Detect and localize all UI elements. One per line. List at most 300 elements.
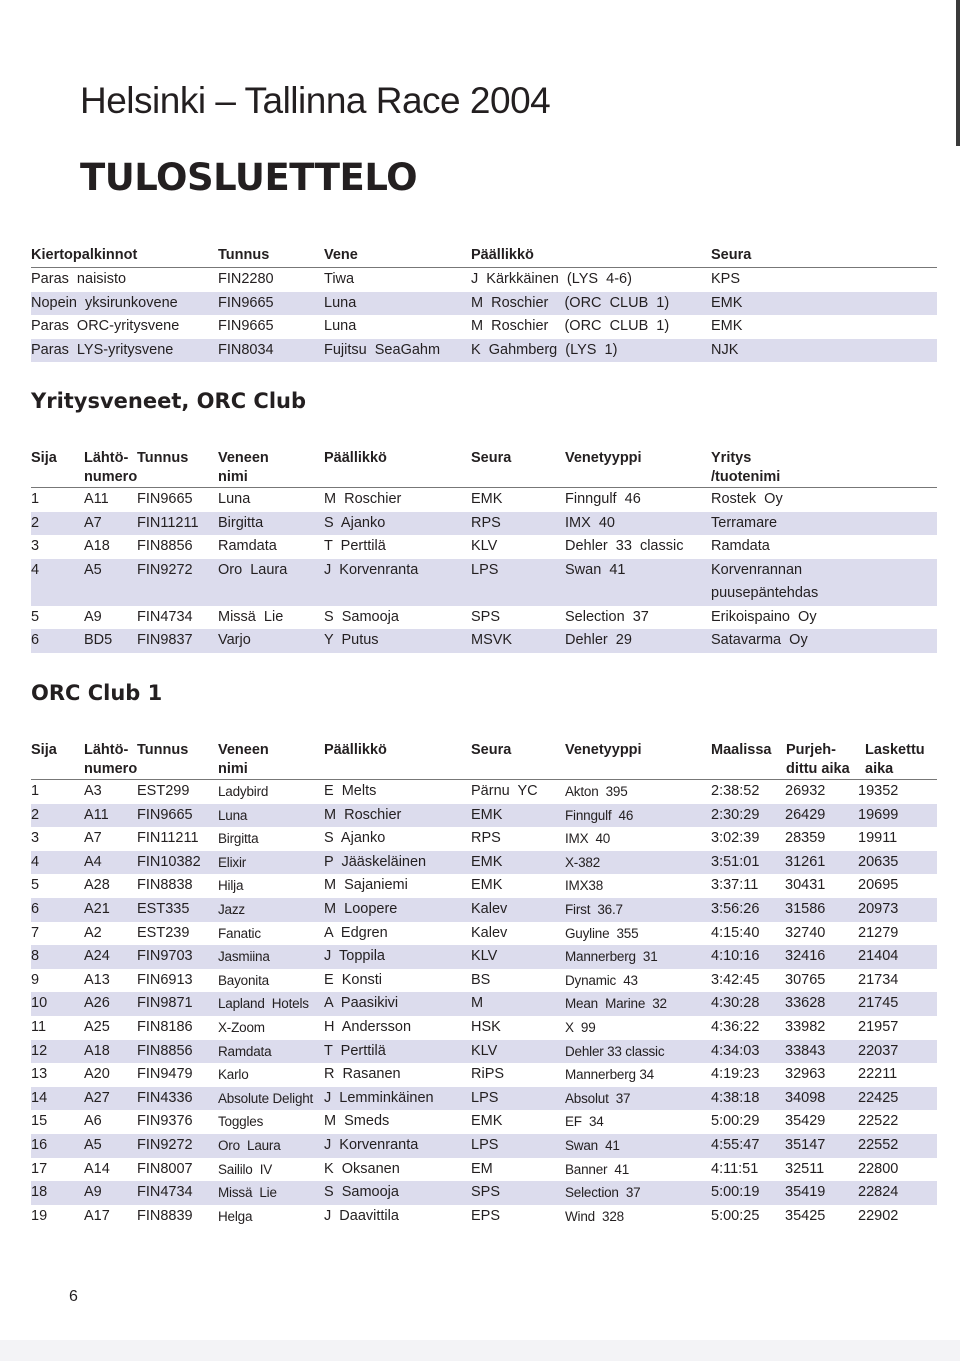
cell-seura: RPS	[471, 514, 501, 531]
table-row	[31, 606, 937, 630]
cell-sija: 6	[31, 900, 40, 917]
cell-lahto: A6	[84, 1113, 102, 1130]
cell-venetyyppi: Dehler 29	[565, 632, 632, 649]
cell-veneen-nimi: Oro Laura	[218, 561, 288, 578]
cell-maalissa: 3:37:11	[711, 877, 759, 894]
header-sija: Sija	[31, 742, 57, 758]
header-veneen: Veneen	[218, 450, 269, 466]
cell-maalissa: 3:51:01	[711, 853, 760, 870]
cell-veneen-nimi: Jasmiina	[218, 949, 270, 965]
table-row	[31, 874, 937, 898]
table-row	[31, 559, 937, 606]
cell-tunnus: FIN9703	[137, 948, 193, 965]
cell-maalissa: 3:42:45	[711, 971, 760, 988]
header-nimi: nimi	[218, 469, 248, 485]
orc-club-1-results-table	[31, 739, 937, 1228]
cell-paallikko: J Korvenranta	[324, 1136, 419, 1153]
cell-maalissa: 5:00:19	[711, 1184, 760, 1201]
cell-laskettu-aika: 21404	[858, 948, 899, 965]
cell-tunnus: FIN8186	[137, 1018, 193, 1035]
cell-sija: 13	[31, 1066, 48, 1083]
cell-tunnus: FIN8856	[137, 538, 193, 555]
cell-purjehdittu-aika: 35425	[785, 1207, 826, 1224]
awards-table	[31, 244, 937, 362]
header-seura: Seura	[471, 450, 512, 466]
cell-paallikko: P Jääskeläinen	[324, 853, 427, 870]
orc1-body	[31, 780, 937, 1228]
header-maalissa: Maalissa	[711, 742, 772, 758]
cell-seura: EMK	[471, 853, 503, 870]
cell-venetyyppi: Akton 395	[565, 784, 628, 799]
cell-vene: Fujitsu SeaGahm	[324, 341, 441, 358]
page-edge-mark	[956, 0, 960, 146]
cell-purjehdittu-aika: 31261	[785, 853, 826, 870]
table-row	[31, 851, 937, 875]
cell-venetyyppi: First 36.7	[565, 901, 623, 917]
cell-tunnus: FIN2280	[218, 271, 274, 287]
cell-laskettu-aika: 19352	[858, 783, 899, 799]
cell-veneen-nimi: Fanatic	[218, 925, 261, 941]
header-purjeh: Purjeh-	[786, 742, 836, 758]
cell-seura: MSVK	[471, 632, 513, 649]
cell-sija: 6	[31, 632, 40, 649]
company-body	[31, 488, 937, 653]
header-kiertopalkinnot: Kiertopalkinnot	[31, 247, 138, 263]
cell-award: Paras ORC-yritysvene	[31, 318, 180, 335]
cell-seura: EMK	[471, 877, 503, 894]
cell-seura: Kalev	[471, 900, 508, 917]
cell-sija: 11	[31, 1018, 47, 1035]
cell-lahto: A27	[84, 1089, 110, 1106]
cell-purjehdittu-aika: 33628	[785, 995, 826, 1012]
cell-lahto: A21	[84, 900, 110, 917]
cell-venetyyppi: Dynamic 43	[565, 972, 638, 988]
cell-maalissa: 5:00:29	[711, 1113, 760, 1130]
cell-yritys: Terramare	[711, 514, 778, 531]
table-row	[31, 804, 937, 828]
cell-veneen-nimi: Jazz	[218, 901, 245, 917]
cell-tunnus: FIN10382	[137, 853, 201, 870]
cell-veneen-nimi: Elixir	[218, 854, 247, 870]
table-row	[31, 1110, 937, 1134]
cell-lahto: A20	[84, 1066, 110, 1083]
cell-sija: 2	[31, 806, 40, 823]
cell-lahto: A9	[84, 1184, 102, 1201]
cell-venetyyppi: Absolut 37	[565, 1090, 631, 1106]
cell-purjehdittu-aika: 34098	[785, 1089, 826, 1106]
cell-laskettu-aika: 19699	[858, 806, 899, 823]
cell-maalissa: 4:38:18	[711, 1089, 760, 1106]
cell-sija: 4	[31, 853, 40, 870]
cell-lahto: A11	[84, 491, 109, 507]
cell-seura: EM	[471, 1160, 493, 1177]
cell-sija: 12	[31, 1042, 48, 1059]
cell-tunnus: FIN9665	[137, 491, 193, 507]
cell-seura: RPS	[471, 830, 501, 847]
cell-veneen-nimi: Karlo	[218, 1067, 249, 1083]
cell-seura: EMK	[471, 491, 503, 507]
cell-purjehdittu-aika: 26932	[785, 783, 826, 799]
header-paallikko: Päällikkö	[324, 450, 387, 466]
awards-body	[31, 268, 937, 362]
cell-maalissa: 4:10:16	[711, 948, 760, 965]
cell-venetyyppi: Guyline 355	[565, 925, 639, 941]
cell-paallikko: J Toppila	[324, 948, 385, 965]
cell-paallikko: M Roschier	[324, 806, 402, 823]
cell-laskettu-aika: 20973	[858, 900, 899, 917]
cell-laskettu-aika: 20635	[858, 853, 899, 870]
cell-sija: 14	[31, 1089, 48, 1106]
cell-sija: 8	[31, 948, 40, 965]
cell-venetyyppi: Finngulf 46	[565, 807, 634, 823]
cell-tunnus: FIN9665	[137, 806, 193, 823]
cell-yritys: Satavarma Oy	[711, 632, 808, 649]
cell-lahto: A18	[84, 1042, 110, 1059]
cell-paallikko: J Daavittila	[324, 1207, 399, 1224]
race-title: Helsinki – Tallinna Race 2004	[80, 80, 551, 121]
cell-sija: 18	[31, 1184, 48, 1201]
cell-venetyyppi: Selection 37	[565, 1185, 641, 1201]
header-nimi: nimi	[218, 761, 248, 777]
cell-seura: BS	[471, 971, 491, 988]
cell-tunnus: FIN8007	[137, 1160, 193, 1177]
header-seura: Seura	[471, 742, 512, 758]
cell-veneen-nimi: Ramdata	[218, 1043, 272, 1059]
cell-yritys: Ramdata	[711, 538, 770, 555]
cell-veneen-nimi: Birgitta	[218, 514, 264, 531]
page-bottom-band	[0, 1340, 960, 1361]
cell-maalissa: 4:15:40	[711, 924, 760, 941]
cell-maalissa: 5:00:25	[711, 1207, 760, 1224]
cell-paallikko: M Sajaniemi	[324, 877, 408, 894]
table-row	[31, 535, 937, 559]
cell-lahto: A11	[84, 806, 109, 823]
cell-tunnus: FIN4734	[137, 1184, 193, 1201]
cell-laskettu-aika: 22425	[858, 1089, 899, 1106]
cell-lahto: A26	[84, 995, 110, 1012]
cell-maalissa: 3:56:26	[711, 900, 760, 917]
cell-veneen-nimi: Toggles	[218, 1114, 264, 1130]
header-paallikko: Päällikkö	[471, 247, 534, 263]
cell-seura: SPS	[471, 608, 501, 625]
table-row	[31, 898, 937, 922]
page-number: 6	[69, 1288, 78, 1305]
cell-venetyyppi: IMX 40	[565, 831, 611, 847]
cell-seura: KLV	[471, 948, 498, 965]
cell-maalissa: 3:02:39	[711, 830, 760, 847]
cell-laskettu-aika: 21734	[858, 971, 899, 988]
cell-sija: 3	[31, 830, 40, 847]
cell-veneen-nimi: Helga	[218, 1208, 253, 1224]
cell-laskettu-aika: 22552	[858, 1136, 899, 1153]
table-row	[31, 1181, 937, 1205]
cell-sija: 9	[31, 971, 40, 988]
cell-venetyyppi: Mannerberg 31	[565, 949, 658, 965]
header-numero: numero	[84, 761, 138, 777]
cell-paallikko: S Ajanko	[324, 514, 386, 531]
header-lahto: Lähtö-	[84, 742, 129, 758]
cell-seura: LPS	[471, 1089, 499, 1106]
cell-award: Paras LYS-yritysvene	[31, 341, 174, 358]
table-row	[31, 780, 937, 804]
cell-laskettu-aika: 22522	[858, 1113, 899, 1130]
table-row	[31, 827, 937, 851]
cell-sija: 3	[31, 538, 40, 555]
cell-veneen-nimi: Saililo IV	[218, 1161, 273, 1177]
awards-header-row	[31, 244, 937, 268]
header-laskettu: Laskettu	[865, 742, 925, 758]
cell-seura: KPS	[711, 271, 741, 287]
cell-tunnus: FIN9837	[137, 632, 193, 649]
header-tunnus: Tunnus	[137, 450, 189, 466]
header-paallikko: Päällikkö	[324, 742, 387, 758]
cell-purjehdittu-aika: 35147	[785, 1136, 826, 1153]
cell-lahto: A17	[84, 1207, 110, 1224]
cell-laskettu-aika: 21957	[858, 1018, 899, 1035]
cell-paallikko: K Gahmberg (LYS 1)	[471, 341, 618, 358]
cell-maalissa: 4:55:47	[711, 1136, 760, 1153]
cell-laskettu-aika: 22800	[858, 1160, 899, 1177]
cell-venetyyppi: Banner 41	[565, 1161, 630, 1177]
cell-yritys: Rostek Oy	[711, 491, 783, 507]
cell-purjehdittu-aika: 35429	[785, 1113, 826, 1130]
cell-veneen-nimi: Luna	[218, 807, 248, 823]
header-tunnus: Tunnus	[218, 247, 270, 263]
cell-veneen-nimi: Oro Laura	[218, 1137, 281, 1153]
table-row	[31, 969, 937, 993]
table-row	[31, 339, 937, 363]
cell-purjehdittu-aika: 32740	[785, 924, 826, 941]
cell-laskettu-aika: 20695	[858, 877, 899, 894]
cell-lahto: A4	[84, 853, 102, 870]
cell-award: Nopein yksirunkovene	[31, 294, 178, 311]
cell-purjehdittu-aika: 31586	[785, 900, 826, 917]
cell-paallikko: A Edgren	[324, 924, 388, 941]
table-row	[31, 1158, 937, 1182]
cell-tunnus: EST299	[137, 783, 190, 799]
header-veneen: Veneen	[218, 742, 269, 758]
cell-paallikko: S Samooja	[324, 608, 399, 625]
table-row	[31, 1134, 937, 1158]
cell-seura: KLV	[471, 538, 498, 555]
cell-lahto: A2	[84, 924, 102, 941]
header-sija: Sija	[31, 450, 57, 466]
cell-tunnus: FIN4336	[137, 1089, 193, 1106]
cell-paallikko: J Kärkkäinen (LYS 4-6)	[471, 271, 632, 287]
cell-seura: EMK	[471, 806, 503, 823]
header-venetyyppi: Venetyyppi	[565, 742, 642, 758]
cell-vene: Tiwa	[324, 271, 355, 287]
cell-seura: EMK	[471, 1113, 503, 1130]
cell-purjehdittu-aika: 26429	[785, 806, 826, 823]
cell-sija: 2	[31, 514, 40, 531]
cell-lahto: A3	[84, 783, 102, 799]
cell-tunnus: FIN8838	[137, 877, 193, 894]
cell-seura: HSK	[471, 1018, 501, 1035]
cell-lahto: BD5	[84, 632, 113, 649]
cell-yritys: Korvenrannan	[711, 561, 803, 578]
cell-paallikko: E Konsti	[324, 971, 383, 988]
cell-veneen-nimi: Varjo	[218, 632, 251, 649]
cell-veneen-nimi: Ramdata	[218, 538, 277, 555]
cell-seura: NJK	[711, 341, 739, 358]
section-heading-company-boats: Yritysveneet, ORC Club	[31, 389, 307, 413]
cell-paallikko: S Ajanko	[324, 830, 386, 847]
cell-sija: 5	[31, 877, 40, 894]
cell-sija: 7	[31, 924, 40, 941]
table-row	[31, 292, 937, 316]
table-row	[31, 922, 937, 946]
company-results-table	[31, 447, 937, 653]
cell-maalissa: 4:11:51	[711, 1160, 759, 1177]
cell-lahto: A9	[84, 608, 102, 625]
cell-venetyyppi: Mean Marine 32	[565, 996, 667, 1012]
cell-tunnus: FIN11211	[137, 830, 199, 847]
cell-tunnus: FIN9272	[137, 561, 193, 578]
cell-sija: 15	[31, 1113, 48, 1130]
cell-lahto: A28	[84, 877, 110, 894]
table-row	[31, 1040, 937, 1064]
cell-venetyyppi: Dehler 33 classic	[565, 538, 684, 555]
table-row	[31, 992, 937, 1016]
cell-purjehdittu-aika: 33982	[785, 1018, 826, 1035]
table-row	[31, 1205, 937, 1229]
header-vene: Vene	[324, 247, 358, 263]
cell-purjehdittu-aika: 28359	[785, 830, 826, 847]
cell-sija: 19	[31, 1207, 48, 1224]
cell-award: Paras naisisto	[31, 271, 127, 287]
cell-paallikko: M Roschier	[324, 491, 402, 507]
cell-veneen-nimi: Hilja	[218, 878, 244, 894]
table-row	[31, 315, 937, 339]
table-row	[31, 945, 937, 969]
cell-lahto: A24	[84, 948, 110, 965]
cell-purjehdittu-aika: 30431	[785, 877, 826, 894]
cell-seura: LPS	[471, 561, 499, 578]
cell-purjehdittu-aika: 32511	[785, 1160, 825, 1177]
header-yritys: Yritys	[711, 450, 752, 466]
cell-lahto: A7	[84, 830, 102, 847]
cell-tunnus: FIN6913	[137, 971, 193, 988]
cell-purjehdittu-aika: 32416	[785, 948, 826, 965]
cell-seura: LPS	[471, 1136, 499, 1153]
cell-sija: 1	[31, 783, 40, 799]
cell-seura: RiPS	[471, 1066, 505, 1083]
cell-paallikko: J Lemminkäinen	[324, 1089, 434, 1106]
cell-vene: Luna	[324, 294, 357, 311]
cell-maalissa: 4:30:28	[711, 995, 760, 1012]
header-tunnus: Tunnus	[137, 742, 189, 758]
cell-tunnus: FIN9479	[137, 1066, 193, 1083]
header-numero: numero	[84, 469, 138, 485]
cell-lahto: A14	[84, 1160, 110, 1177]
cell-tunnus: FIN8839	[137, 1207, 193, 1224]
cell-veneen-nimi: Missä Lie	[218, 608, 284, 625]
header-aika: aika	[865, 761, 894, 777]
cell-laskettu-aika: 22037	[858, 1042, 899, 1059]
cell-tunnus: FIN11211	[137, 514, 199, 531]
cell-venetyyppi: IMX38	[565, 878, 604, 894]
cell-veneen-nimi: Absolute Delight	[218, 1090, 314, 1106]
header-seura: Seura	[711, 247, 752, 263]
cell-paallikko: H Andersson	[324, 1018, 412, 1035]
cell-venetyyppi: Selection 37	[565, 608, 649, 625]
cell-paallikko: E Melts	[324, 783, 377, 799]
cell-seura: EMK	[711, 318, 743, 335]
cell-venetyyppi: Mannerberg 34	[565, 1067, 654, 1083]
cell-tunnus: FIN4734	[137, 608, 193, 625]
cell-venetyyppi: Swan 41	[565, 561, 626, 578]
cell-yritys: Erikoispaino Oy	[711, 608, 817, 625]
cell-venetyyppi: Swan 41	[565, 1137, 620, 1153]
cell-purjehdittu-aika: 35419	[785, 1184, 826, 1201]
cell-company-cont: puusepäntehdas	[711, 585, 819, 602]
cell-lahto: A5	[84, 1136, 102, 1153]
table-row	[31, 629, 937, 653]
cell-tunnus: EST239	[137, 924, 190, 941]
cell-venetyyppi: Finngulf 46	[565, 491, 641, 507]
cell-maalissa: 4:19:23	[711, 1066, 760, 1083]
cell-venetyyppi: Wind 328	[565, 1208, 624, 1224]
cell-maalissa: 2:38:52	[711, 783, 760, 799]
cell-lahto: A18	[84, 538, 110, 555]
cell-venetyyppi: Dehler 33 classic	[565, 1043, 665, 1059]
cell-laskettu-aika: 22211	[858, 1066, 898, 1083]
cell-lahto: A5	[84, 561, 102, 578]
cell-maalissa: 4:36:22	[711, 1018, 760, 1035]
cell-sija: 4	[31, 561, 40, 578]
cell-sija: 17	[31, 1160, 48, 1177]
cell-sija: 10	[31, 995, 48, 1012]
table-row	[31, 488, 937, 512]
cell-maalissa: 4:34:03	[711, 1042, 760, 1059]
cell-seura: Kalev	[471, 924, 508, 941]
cell-veneen-nimi: Missä Lie	[218, 1185, 277, 1201]
cell-seura: Pärnu YC	[471, 783, 538, 799]
cell-venetyyppi: IMX 40	[565, 514, 615, 531]
cell-purjehdittu-aika: 30765	[785, 971, 826, 988]
cell-paallikko: M Roschier (ORC CLUB 1)	[471, 294, 670, 311]
cell-seura: KLV	[471, 1042, 498, 1059]
cell-maalissa: 2:30:29	[711, 806, 760, 823]
orc1-header-row	[31, 739, 937, 780]
cell-venetyyppi: EF 34	[565, 1114, 604, 1130]
cell-tunnus: FIN9665	[218, 294, 274, 311]
table-row	[31, 1063, 937, 1087]
cell-paallikko: Y Putus	[324, 632, 379, 649]
cell-veneen-nimi: X-Zoom	[218, 1019, 265, 1035]
cell-laskettu-aika: 22824	[858, 1184, 899, 1201]
cell-paallikko: T Perttilä	[324, 538, 386, 555]
cell-paallikko: M Smeds	[324, 1113, 390, 1130]
cell-paallikko: T Perttilä	[324, 1042, 386, 1059]
table-row	[31, 1087, 937, 1111]
cell-vene: Luna	[324, 318, 357, 335]
cell-sija: 5	[31, 608, 40, 625]
cell-lahto: A13	[84, 971, 110, 988]
cell-paallikko: J Korvenranta	[324, 561, 419, 578]
cell-tunnus: FIN9665	[218, 318, 274, 335]
header-dittu-aika: dittu aika	[786, 761, 850, 777]
cell-paallikko: M Roschier (ORC CLUB 1)	[471, 318, 670, 335]
cell-veneen-nimi: Luna	[218, 491, 251, 507]
cell-seura: EMK	[711, 294, 743, 311]
cell-sija: 1	[31, 491, 40, 507]
cell-seura: EPS	[471, 1207, 501, 1224]
cell-seura: M	[471, 995, 484, 1012]
header-tuotenimi: /tuotenimi	[711, 469, 781, 485]
cell-tunnus: FIN8856	[137, 1042, 193, 1059]
